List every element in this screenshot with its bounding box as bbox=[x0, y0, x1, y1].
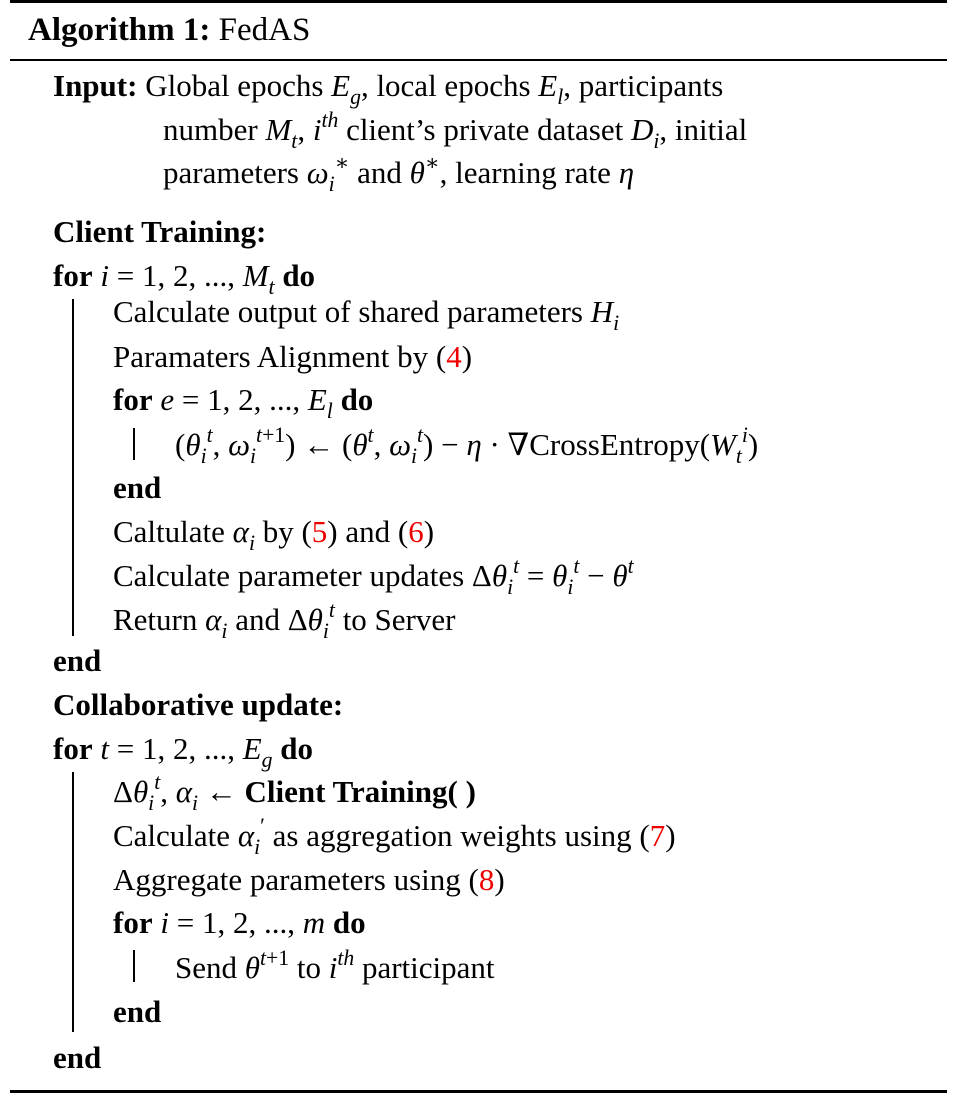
inner-loop-bar-1 bbox=[133, 428, 135, 460]
collab-loop-end: end bbox=[53, 1040, 102, 1075]
client-training-loop: for i = 1, 2, ..., $M_t$ do bbox=[53, 258, 316, 299]
inner-loop-end-2: end bbox=[113, 994, 162, 1029]
header-rule bbox=[10, 59, 947, 61]
input-label: Input: bbox=[53, 68, 138, 103]
algorithm-title bbox=[28, 12, 310, 48]
ref-8[interactable]: 8 bbox=[478, 862, 495, 897]
input-line-1: Input: Global epochs $E_g$, local epochs $E_l$, participants bbox=[53, 68, 724, 109]
ref-4[interactable]: 4 bbox=[446, 339, 462, 374]
step-return: Return $\alpha_i$ and $\Delta\theta_i^t$ to Server bbox=[113, 597, 456, 643]
collab-loop-bar bbox=[72, 772, 74, 1032]
input-line-2: number $M_t$, $i^{th}$ client’s private dataset $D_i$, initial bbox=[163, 107, 748, 153]
inner-loop-bar-2 bbox=[133, 950, 135, 982]
client-loop-bar bbox=[72, 299, 74, 636]
step-calc-updates: Calculate parameter updates $\Delta\theta_i^t = \theta_i^t - \theta^t$ bbox=[113, 553, 634, 599]
input-line-3: parameters $\omega_i^∗$ and θ∗, learning rate η bbox=[163, 150, 635, 196]
step-sgd-update: ($\theta_i^t$, $\omega_i^{t+1}$) ← ($\theta^t$, $\omega_i^t) - \eta$ · $\nabla CrossEntropy(W_t^i)$ bbox=[175, 422, 759, 468]
client-loop-end: end bbox=[53, 643, 102, 678]
client-training-heading: Client Training: bbox=[53, 214, 267, 249]
ref-5[interactable]: 5 bbox=[311, 514, 328, 549]
step-calc-alpha: Caltulate $\alpha_i$ by (5) and (6) bbox=[113, 514, 435, 555]
top-rule bbox=[10, 0, 947, 3]
step-calc-output: Calculate output of shared parameters $H_i$ bbox=[113, 294, 620, 335]
step-client-training-call: $\Delta\theta_i^t$, $\alpha_i$ ← Client Training( ) bbox=[113, 769, 476, 815]
step-calc-alpha-prime: Calculate $\alpha_i'$ as aggregation weights using (7) bbox=[113, 813, 676, 859]
collab-loop: for t = 1, 2, ..., $E_g$ do bbox=[53, 731, 313, 772]
step-send: Send $\theta^{t+1}$ to $i^{th}$ participant bbox=[175, 945, 495, 985]
inner-loop-local: for e = 1, 2, ..., $E_l$ do bbox=[113, 382, 374, 423]
inner-loop-end-1: end bbox=[113, 470, 162, 505]
step-param-alignment: Paramaters Alignment by (4) bbox=[113, 339, 473, 374]
inner-loop-participants: for i = 1, 2, ..., m do bbox=[113, 905, 366, 940]
step-aggregate: Aggregate parameters using (8) bbox=[113, 862, 505, 897]
bottom-rule bbox=[10, 1090, 947, 1093]
ref-7[interactable]: 7 bbox=[649, 818, 666, 853]
ref-6[interactable]: 6 bbox=[408, 514, 424, 549]
collab-heading: Collaborative update: bbox=[53, 687, 344, 722]
algorithm-name: FedAS bbox=[218, 12, 311, 48]
algorithm-label: Algorithm 1: bbox=[28, 12, 211, 48]
